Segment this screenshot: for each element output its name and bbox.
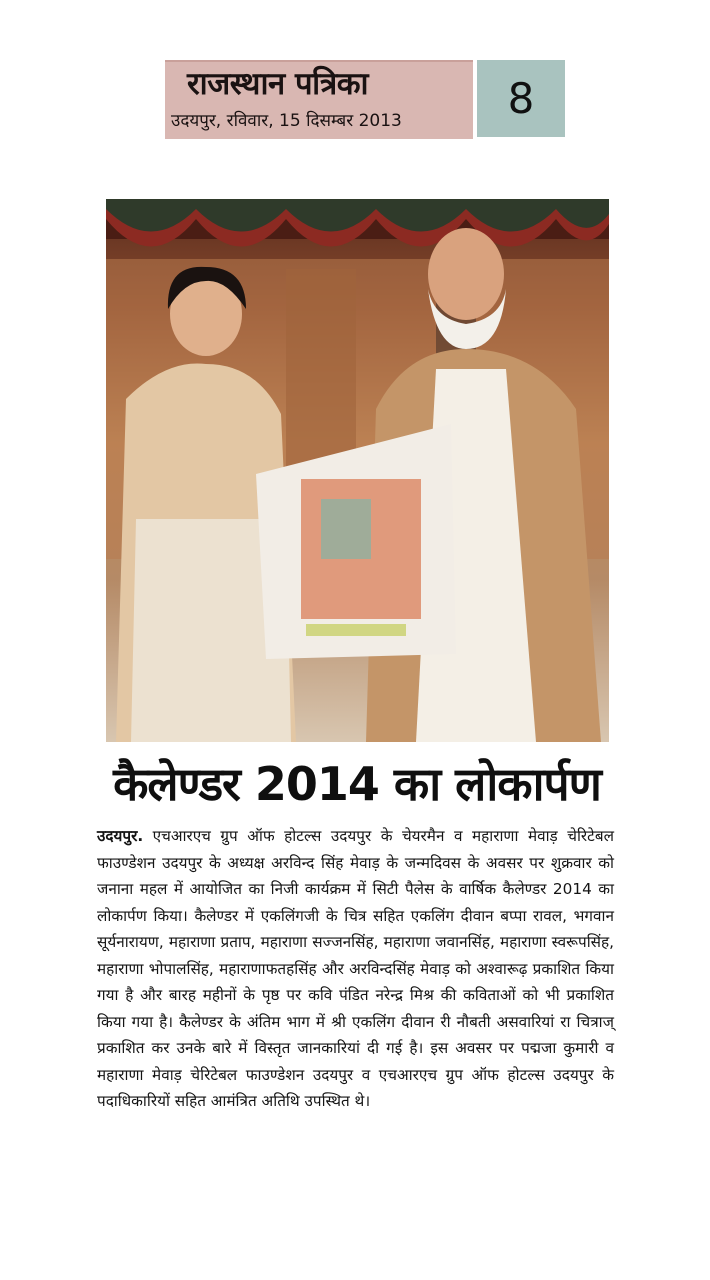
article-dateline: उदयपुर.	[97, 827, 144, 845]
curtain-drapery-icon	[106, 199, 609, 247]
event-photo	[106, 199, 609, 742]
article-body	[97, 823, 614, 1115]
page-number: 8	[477, 60, 565, 137]
article-headline: कैलेण्डर 2014 का लोकार्पण	[113, 757, 601, 811]
masthead	[165, 60, 565, 137]
newspaper-name: राजस्थान पत्रिका	[187, 66, 369, 102]
masthead-name-band	[165, 60, 473, 139]
photo-illustration	[106, 199, 609, 742]
issue-dateline: उदयपुर, रविवार, 15 दिसम्बर 2013	[171, 111, 402, 131]
article-body-text: एचआरएच ग्रुप ऑफ होटल्स उदयपुर के चेयरमैन व महाराणा मेवाड़ चेरिटेबल फाउण्डेशन उदयपुर के अध्यक्ष अरविन्द सिंह मेवाड़ के जन्मदिवस के अवसर पर शुक्रवार को जनाना महल में आयोजित का निजी कार्यक्रम में सिटी पैलेस के वार्षिक कैलेण्डर 2014 का लोकार्पण किया। कैलेण्डर में एकलिंगजी के चित्र सहित एकलिंग दीवान बप्पा रावल, भगवान सूर्यनारायण, महाराणा प्रताप, महाराणा सज्जनसिंह, महाराणा जवानसिंह, महाराणा स्वरूपसिंह, महाराणा भोपालसिंह, महाराणाफतहसिंह और अरविन्दसिंह मेवाड़ को अश्वारूढ़ प्रकाशित किया गया है और बारह महीनों के पृष्ठ पर कवि पंडित नरेन्द्र मिश्र की कविताओं को भी प्रकाशित किया गया है। कैलेण्डर के अंतिम भाग में श्री एकलिंग दीवान री नौबती असवारियां रा चित्राज् प्रकाशित कर उनके बारे में विस्तृत जानकारियां दी गई है। इस अवसर पर पद्मजा कुमारी व महाराणा मेवाड़ चेरिटेबल फाउण्डेशन उदयपुर व एचआरएच ग्रुप ऑफ होटल्स उदयपुर के पदाधिकारियों सहित आमंत्रित अतिथि उपस्थित थे।	[97, 827, 614, 1110]
